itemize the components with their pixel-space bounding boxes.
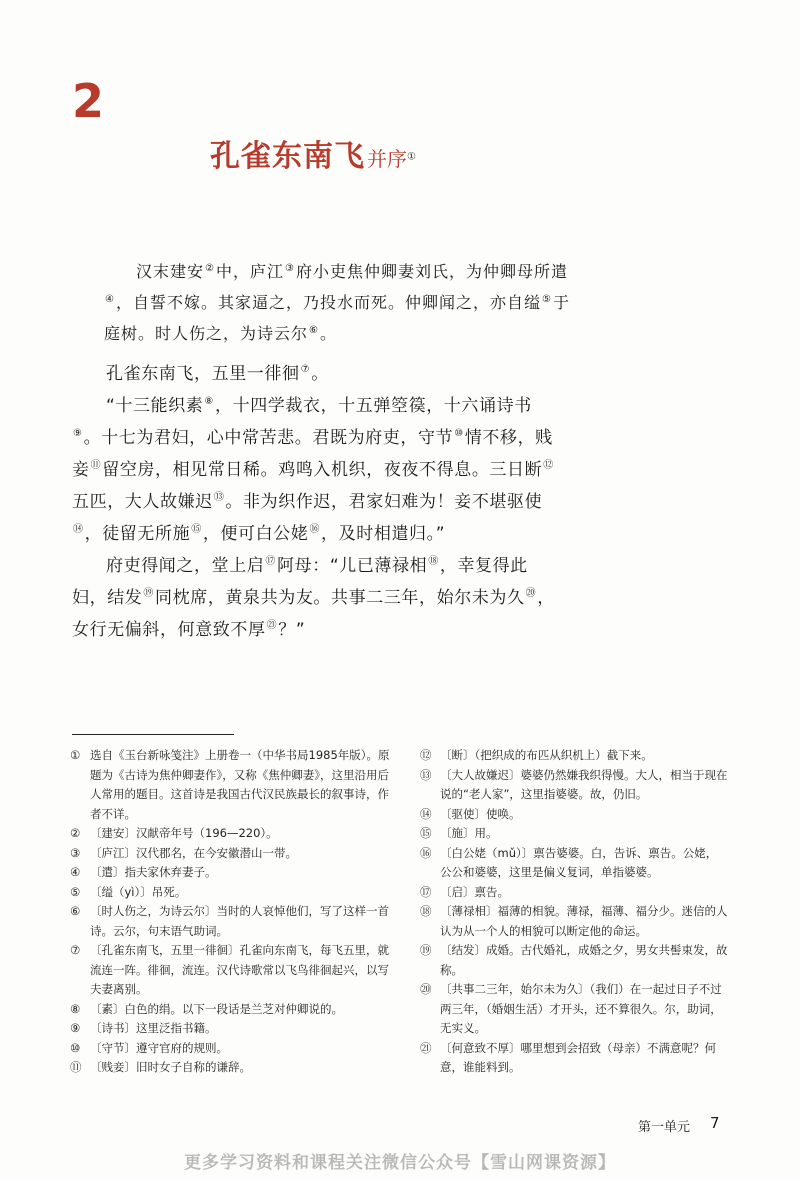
- poem-paragraph: [72, 550, 558, 646]
- footnote-text: 〔大人故嫌迟〕婆婆仍然嫌我织得慢。大人，相当于现在说的“老人家”，这里指婆婆。故，仍旧。: [440, 767, 728, 801]
- text-run: ，便可白公姥: [202, 524, 309, 544]
- text-run: ，女行无偏斜，何意致不厚: [72, 588, 555, 640]
- preface: [104, 256, 574, 349]
- footnote-item: [70, 824, 392, 844]
- footnote-marker: ⑳: [525, 588, 537, 600]
- footnote-marker: ⑯: [309, 524, 321, 536]
- footnote-item: [70, 883, 392, 903]
- footnote-number: ⑱: [420, 904, 432, 918]
- footnote-item: [420, 1039, 728, 1078]
- footnote-marker: ⑬: [213, 492, 225, 504]
- page-title: [210, 139, 416, 174]
- text-run: 汉末建安: [136, 262, 205, 281]
- footnote-item: [420, 980, 728, 1039]
- footnote-marker: ㉑: [266, 620, 278, 632]
- footnote-item: [70, 1058, 392, 1078]
- text-run: ，十四学裁衣，十五弹箜篌，十六诵诗书: [215, 396, 532, 416]
- footnote-marker: ⑲: [143, 588, 155, 600]
- footnote-text: 〔守节〕遵守官府的规则。: [90, 1040, 228, 1055]
- footnote-text: 〔断〕（把织成的布匹从织机上）截下来。: [440, 748, 653, 762]
- footnote-marker: ⑦: [300, 364, 311, 376]
- footnote-text: 〔建安〕汉献帝年号（196—220）。: [90, 826, 278, 840]
- footnote-text: 〔缢（yì）〕吊死。: [90, 884, 187, 899]
- footnote-marker: ⑧: [204, 396, 214, 408]
- footnote-number: ⑬: [420, 767, 432, 782]
- footnote-marker: ⑨: [73, 428, 83, 440]
- footnote-marker: ⑭: [73, 524, 84, 536]
- footnote-text: 〔诗书〕这里泛指书籍。: [90, 1021, 217, 1035]
- watermark-text: 更多学习资料和课程关注微信公众号【雪山网课资源】: [184, 1153, 616, 1173]
- text-run: 情不移，贱妾: [72, 428, 553, 480]
- footnote-number: ⑥: [70, 904, 81, 918]
- footnote-marker: ③: [285, 262, 295, 274]
- footnote-number: ⑦: [70, 943, 81, 957]
- text-run: 府吏得闻之，堂上启: [106, 556, 265, 576]
- footnote-number: ㉑: [420, 1040, 432, 1055]
- footnote-text: 〔薄禄相〕福薄的相貌。薄禄，福薄、福分少。迷信的人认为从一个人的相貌可以断定他的命运。: [440, 904, 728, 938]
- text-run: 。: [311, 364, 329, 384]
- footnote-marker: ⑱: [428, 556, 439, 568]
- footnote-marker: ④: [105, 293, 115, 305]
- text-run: 。: [319, 324, 337, 343]
- footnote-text: 〔贱妾〕旧时女子自称的谦辞。: [90, 1060, 251, 1074]
- footnote-text: 〔素〕白色的绢。以下一段话是兰芝对仲卿说的。: [90, 1001, 343, 1016]
- footnote-text: 〔遣〕指夫家休弃妻子。: [90, 865, 217, 879]
- footnote-item: [420, 824, 728, 844]
- footnote-item: [420, 844, 728, 883]
- footnotes-right-column: [420, 746, 728, 1078]
- text-run: 于庭树。时人伤之，为诗云尔: [104, 293, 570, 343]
- footnote-marker: ⑫: [543, 460, 554, 472]
- footnote-item: [70, 1000, 392, 1020]
- footnote-text: 选自《玉台新咏笺注》上册卷一（中华书局1985年版）。原题为《古诗为焦仲卿妻作》，又称《焦仲卿妻》，这里沿用后人常用的题目。这首诗是我国古代汉民族最长的叙事诗，作者不详。: [90, 748, 390, 821]
- footnote-number: ⑳: [420, 982, 432, 996]
- text-run: 五匹，大人故嫌迟: [72, 492, 213, 512]
- text-run: ？”: [278, 620, 306, 640]
- footnote-number: ⑤: [70, 884, 81, 899]
- footnote-marker: ⑪: [90, 460, 102, 472]
- footnote-item: [70, 1019, 392, 1039]
- footnote-divider: [72, 734, 234, 735]
- footnote-text: 〔时人伤之，为诗云尔〕当时的人哀悼他们，写了这样一首诗。云尔，句末语气助词。: [90, 904, 389, 938]
- footnote-text: 〔何意致不厚〕哪里想到会招致（母亲）不满意呢？何意，谁能料到。: [440, 1040, 716, 1074]
- footnotes-left-column: [70, 746, 392, 1078]
- footnote-marker: ②: [205, 262, 215, 274]
- footnote-item: [420, 766, 728, 805]
- text-run: “十三能织素: [106, 396, 204, 416]
- poem-body: [72, 358, 558, 646]
- footnote-number: ⑮: [420, 826, 432, 840]
- footnote-text: 〔驱使〕使唤。: [440, 806, 521, 821]
- text-run: 府小吏焦仲卿妻刘氏，为仲卿母所遣: [295, 262, 568, 281]
- footnote-marker: ⑩: [454, 428, 464, 440]
- text-run: 。十七为君妇，心中常苦悲。君既为府吏，守节: [83, 428, 454, 448]
- footnote-number: ②: [70, 826, 81, 840]
- text-run: 阿母：“儿已薄禄相: [277, 556, 428, 576]
- poem-paragraph: [72, 358, 558, 390]
- title-main: 孔雀东南飞: [210, 139, 365, 174]
- footnote-number: ⑪: [70, 1060, 82, 1074]
- text-run: 中，庐江: [215, 262, 284, 281]
- footnote-number: ⑧: [70, 1001, 81, 1016]
- footnote-number: ⑨: [70, 1021, 81, 1035]
- text-run: ，自誓不嫁。其家逼之，乃投水而死。仲卿闻之，亦自缢: [115, 293, 541, 312]
- footnote-marker: ⑮: [191, 524, 202, 536]
- footnote-number: ⑰: [420, 884, 432, 899]
- footnote-text: 〔结发〕成婚。古代婚礼，成婚之夕，男女共髻束发，故称。: [440, 943, 728, 977]
- footnote-text: 〔施〕用。: [440, 826, 498, 840]
- footnote-text: 〔启〕禀告。: [440, 884, 509, 899]
- footnote-item: [70, 863, 392, 883]
- page-number: 7: [710, 1114, 720, 1132]
- footnote-item: [420, 883, 728, 903]
- text-run: 留空房，相见常日稀。鸡鸣入机织，夜夜不得息。三日断: [102, 460, 543, 480]
- unit-label: 第一单元: [638, 1120, 691, 1135]
- footnote-item: [70, 844, 392, 864]
- footnote-marker: ⑥: [309, 324, 319, 336]
- text-run: 孔雀东南飞，五里一徘徊: [106, 364, 300, 384]
- footnote-number: ⑩: [70, 1040, 81, 1055]
- footnote-text: 〔孔雀东南飞，五里一徘徊〕孔雀向东南飞，每飞五里，就流连一阵。徘徊，流连。汉代诗歌常以飞鸟徘徊起兴，以写夫妻离别。: [90, 943, 389, 996]
- footnote-item: [420, 746, 728, 766]
- footnote-number: ④: [70, 865, 81, 879]
- footnote-marker: ⑤: [541, 293, 552, 305]
- footnote-item: [70, 1039, 392, 1059]
- footnote-number: ⑫: [420, 748, 432, 762]
- footnote-item: [70, 902, 392, 941]
- poem-paragraph: [72, 390, 558, 550]
- text-run: ，徒留无所施: [84, 524, 191, 544]
- title-suffix: 并序: [367, 147, 407, 171]
- preface-paragraph: [104, 256, 574, 349]
- footnote-number: ⑭: [420, 806, 432, 821]
- text-run: ，幸复得此妇，结发: [72, 556, 528, 608]
- footnote-number: ⑯: [420, 845, 432, 860]
- footnote-number: ⑲: [420, 943, 432, 957]
- footnote-item: [420, 805, 728, 825]
- footnote-number: ①: [70, 748, 81, 762]
- footnote-marker: ⑰: [265, 556, 277, 568]
- footnote-text: 〔庐江〕汉代郡名，在今安徽潜山一带。: [90, 845, 297, 860]
- footnote-item: [420, 941, 728, 980]
- footnote-text: 〔白公姥（mǔ）〕禀告婆婆。白，告诉、禀告。公姥，公公和婆婆，这里是偏义复词，单指婆婆。: [440, 845, 718, 879]
- text-run: 。非为织作迟，君家妇难为！妾不堪驱使: [225, 492, 543, 512]
- footnote-number: ③: [70, 845, 81, 860]
- footnote-item: [70, 941, 392, 1000]
- text-run: ，及时相遣归。”: [321, 524, 446, 544]
- footnote-item: [70, 746, 392, 824]
- title-note-marker: ①: [407, 151, 416, 163]
- footnote-item: [420, 902, 728, 941]
- lesson-number: 2: [72, 74, 105, 128]
- footnote-text: 〔共事二三年，始尔未为久〕（我们）在一起过日子不过两三年，（婚姻生活）才开头，还不算很久。尔，助词，无实义。: [440, 982, 722, 1035]
- text-run: 同枕席，黄泉共为友。共事二三年，始尔未为久: [155, 588, 525, 608]
